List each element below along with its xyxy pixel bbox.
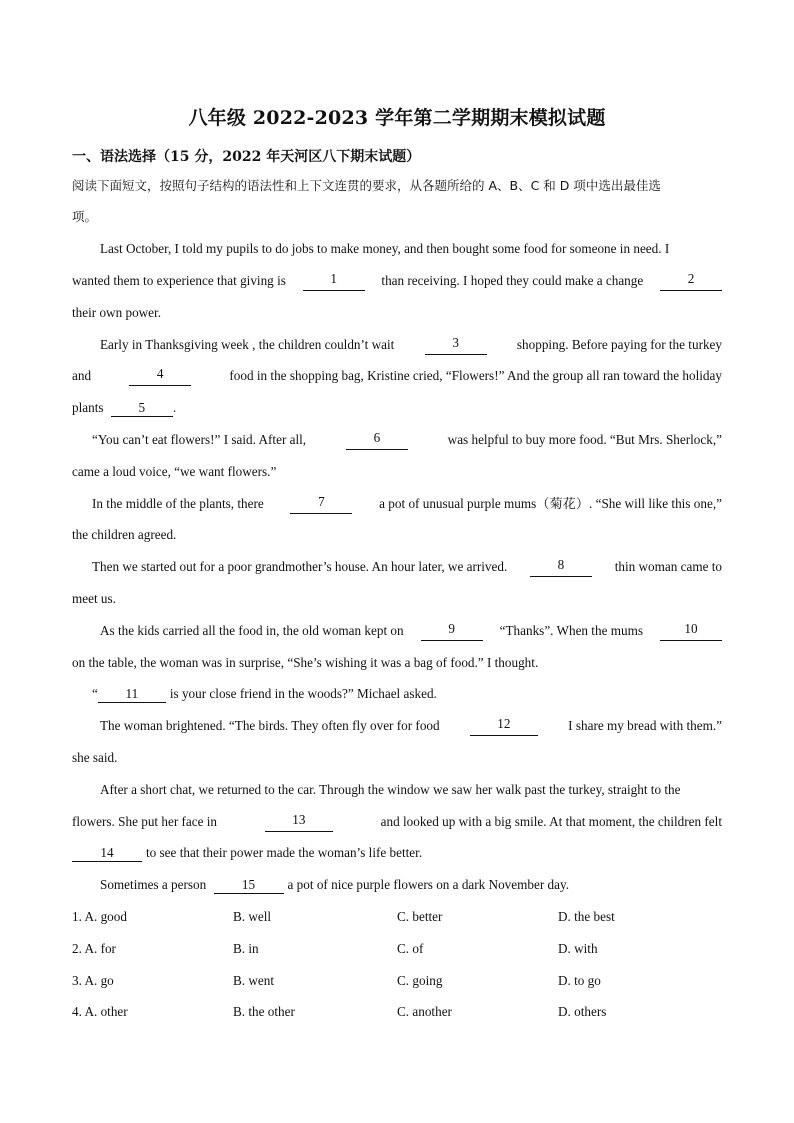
passage-line xyxy=(92,494,722,514)
passage-line xyxy=(72,366,722,386)
passage-line xyxy=(72,812,722,832)
passage-line: she said. xyxy=(72,750,118,765)
passage-text: plants xyxy=(72,400,104,415)
passage-line xyxy=(100,621,722,641)
question-4-option-c: C. another xyxy=(397,1004,452,1019)
passage-text: The woman brightened. “The birds. They often fly over for food xyxy=(100,718,440,733)
passage-text: a pot of unusual purple mums（菊花）. “She will like this one,” xyxy=(379,496,722,511)
question-4-option-b: B. the other xyxy=(233,1004,295,1019)
passage-line: came a loud voice, “we want flowers.” xyxy=(72,464,277,479)
passage-text: was helpful to buy more food. “But Mrs. Sherlock,” xyxy=(447,432,722,447)
passage-text: wanted them to experience that giving is xyxy=(72,273,286,288)
passage-text: than receiving. I hoped they could make a change xyxy=(381,273,644,288)
passage-line: After a short chat, we returned to the car. Through the window we saw her walk past the turkey, straight to the xyxy=(100,782,681,797)
blank-1: 1 xyxy=(303,271,365,291)
passage-line xyxy=(92,430,722,450)
instructions-line-1: 阅读下面短文，按照句子结构的语法性和上下文连贯的要求，从各题所给的 A、B、C 和 D 项中选出最佳选 xyxy=(72,178,661,193)
passage-text: In the middle of the plants, there xyxy=(92,496,264,511)
question-2-option-a: 2. A. for xyxy=(72,941,116,956)
passage-text: “ xyxy=(92,686,98,701)
blank-6: 6 xyxy=(346,430,408,450)
blank-8: 8 xyxy=(530,557,592,577)
passage-text: As the kids carried all the food in, the old woman kept on xyxy=(100,623,404,638)
passage-text: a pot of nice purple flowers on a dark November day. xyxy=(287,877,569,892)
passage-text: food in the shopping bag, Kristine cried, “Flowers!” And the group all ran toward the holiday xyxy=(229,368,722,383)
question-3-option-b: B. went xyxy=(233,973,275,988)
passage-line xyxy=(92,557,722,577)
question-2-option-b: B. in xyxy=(233,941,259,956)
page-title: 八年级 2022-2023 学年第二学期期末模拟试题 xyxy=(188,107,606,129)
passage-line xyxy=(72,843,722,863)
passage-line xyxy=(100,335,722,355)
passage-text: Sometimes a person xyxy=(100,877,207,892)
question-2-option-d: D. with xyxy=(558,941,598,956)
passage-text: is your close friend in the woods?” Michael asked. xyxy=(169,686,437,701)
question-1-option-a: 1. A. good xyxy=(72,909,127,924)
passage-line xyxy=(92,684,722,704)
passage-text: flowers. She put her face in xyxy=(72,814,218,829)
question-1-option-c: C. better xyxy=(397,909,443,924)
passage-text: shopping. Before paying for the turkey xyxy=(516,337,722,352)
question-2-option-c: C. of xyxy=(397,941,424,956)
blank-3: 3 xyxy=(425,335,487,355)
question-4-option-d: D. others xyxy=(558,1004,607,1019)
blank-7: 7 xyxy=(290,494,352,514)
question-3-option-a: 3. A. go xyxy=(72,973,114,988)
passage-line: their own power. xyxy=(72,305,161,320)
blank-5: 5 xyxy=(111,400,173,417)
instructions-line-2: 项。 xyxy=(72,209,98,224)
passage-line: plants 5 . xyxy=(72,400,177,415)
question-1-option-b: B. well xyxy=(233,909,272,924)
passage-line: meet us. xyxy=(72,591,116,606)
passage-line xyxy=(100,716,722,736)
passage-text: and looked up with a big smile. At that moment, the children felt xyxy=(380,814,722,829)
blank-14: 14 xyxy=(72,845,142,862)
passage-text: to see that their power made the woman’s life better. xyxy=(146,845,423,860)
blank-12: 12 xyxy=(470,716,538,736)
question-3-option-d: D. to go xyxy=(558,973,601,988)
passage-text: and xyxy=(72,368,92,383)
blank-13: 13 xyxy=(265,812,333,832)
passage-text: Early in Thanksgiving week , the children couldn’t wait xyxy=(100,337,395,352)
passage-line xyxy=(100,875,722,895)
passage-text: I share my bread with them.” xyxy=(568,718,722,733)
passage-line: on the table, the woman was in surprise, “She’s wishing it was a bag of food.” I thought. xyxy=(72,655,539,670)
blank-9: 9 xyxy=(421,621,483,641)
question-1-option-d: D. the best xyxy=(558,909,615,924)
passage-text: “Thanks”. When the mums xyxy=(499,623,643,638)
blank-2: 2 xyxy=(660,271,722,291)
blank-4: 4 xyxy=(129,366,191,386)
passage-text: thin woman came to xyxy=(614,559,722,574)
section-heading: 一、语法选择（15 分，2022 年天河区八下期末试题） xyxy=(72,149,421,165)
passage-line xyxy=(72,271,722,291)
passage-line: the children agreed. xyxy=(72,527,177,542)
blank-10: 10 xyxy=(660,621,722,641)
blank-11: 11 xyxy=(98,686,166,703)
passage-text: Then we started out for a poor grandmother’s house. An hour later, we arrived. xyxy=(92,559,508,574)
question-3-option-c: C. going xyxy=(397,973,443,988)
blank-15: 15 xyxy=(214,877,284,894)
passage-line: Last October, I told my pupils to do jobs to make money, and then bought some food for someone in need. I xyxy=(100,241,670,256)
question-4-option-a: 4. A. other xyxy=(72,1004,128,1019)
passage-text: “You can’t eat flowers!” I said. After all, xyxy=(92,432,307,447)
